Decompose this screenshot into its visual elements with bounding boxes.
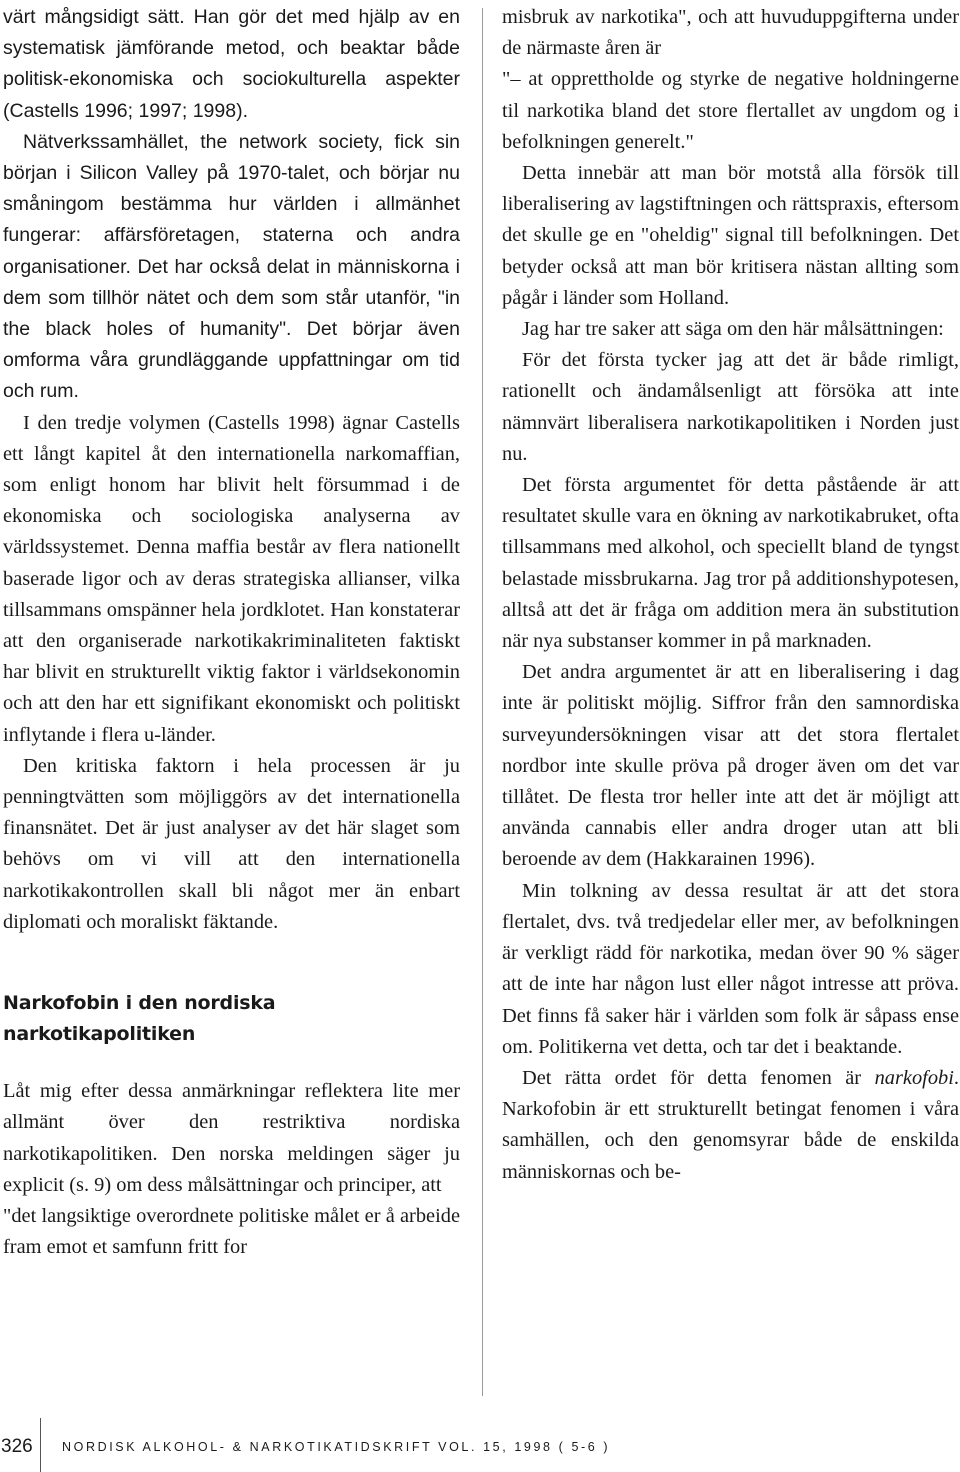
paragraph: För det första tycker jag att det är både rimligt, rationellt och ändamålsenligt att försöka att inte nämnvärt liberalisera narkotikapolitiken i Norden just nu.	[502, 349, 959, 465]
paragraph: Detta innebär att man bör motstå alla försök till liberalisering av lagstiftningen och rättspraxis, eftersom det skulle ge en "oheldig" signal till befolkningen. Det betyder också att man bör kritisera nästan allting som pågår i länder som Holland.	[502, 162, 959, 309]
paragraph-text: Det rätta ordet för detta fenomen är	[522, 1066, 875, 1089]
column-divider	[482, 8, 483, 1396]
section-heading: Narkofobin i den nordiska narkotikapolitiken	[3, 992, 276, 1046]
journal-title: NORDISK ALKOHOL- & NARKOTIKATIDSKRIFT VOL. 15, 1998 ( 5-6 )	[62, 1440, 611, 1454]
block-quote: "– at opprettholde og styrke de negative holdningerne til narkotika bland det store flertallet av ungdom og i befolkningen generelt."	[502, 68, 959, 153]
footer-divider	[40, 1418, 41, 1472]
paragraph	[3, 127, 460, 408]
block-quote: "det langsiktige overordnete politiske målet er å arbeide fram emot et samfunn fritt for	[3, 1204, 460, 1259]
paragraph: Jag har tre saker att säga om den här målsättningen:	[522, 318, 944, 341]
paragraph: Låt mig efter dessa anmärkningar reflektera lite mer allmänt över den restriktiva nordiska narkotikapolitiken. Den norska meldingen säger ju explicit (s. 9) om dess målsättningar och principer, att	[3, 1080, 460, 1196]
paragraph: Den kritiska faktorn i hela processen är ju penningtvätten som möjliggörs av det internationella finansnätet. Det är just analyser av det här slaget som behövs om vi vill att den internationella narkotikakontrollen skall bli något mer än enbart diplomati och moraliskt fäktande.	[3, 754, 460, 933]
paragraph-text: Nätverkssamhället, the network society, fick sin början i Silicon Valley på 1970-talet, och börjar nu småningom bestämma hur världen i allmänhet fungerar: affärsföretagen, staterna och andra organisationer.	[3, 130, 460, 278]
right-column	[502, 2, 959, 1188]
paragraph-text: . Narkofobin är ett strukturellt betingat fenomen i våra samhällen, och den genomsyrar både de enskilda människornas och be-	[502, 1066, 959, 1183]
paragraph: I den tredje volymen (Castells 1998) ägnar Castells ett långt kapitel åt den internationella narkomaffian, som enligt honom har blivit helt försummad i de ekonomiska och sociologiska analyserna av världssystemet. Denna maffia består av flera nationellt baserade ligor och av deras strategiska allianser, vilka tillsammans omspänner hela jordklotet. Han konstaterar att den organiserade narkotikakriminaliteten faktiskt har blivit en strukturellt viktig faktor i världsekonomin och att den har ett signifikant ekonomiskt och politiskt inflytande i flera u-länder.	[3, 411, 460, 746]
paragraph	[502, 1063, 959, 1188]
paragraph-text: Det har också delat in människorna i dem som tillhör nätet och dem som står utanför, "in the black holes of humanity". Det börjar även omforma våra grundläggande uppfattningar om tid och rum.	[3, 255, 460, 403]
paragraph: Det andra argumentet är att en liberalisering i dag inte är politiskt möjlig. Siffror från den samnordiska surveyundersökningen visar att det stora flertalet nordbor inte skulle pröva på droger även om det var tillåtet. De flesta tror heller inte att det är möjligt att använda cannabis eller andra droger utan att bli beroende av dem (Hakkarainen 1996).	[502, 661, 959, 871]
paragraph: Det första argumentet för detta påstående är att resultatet skulle vara en ökning av narkotikabruket, ofta tillsammans med alkohol, och speciellt bland de tyngst belastade missbrukarna. Jag tror på additionshypotesen, alltså att det är fråga om addition mera än substitution när nya substanser kommer in på marknaden.	[502, 474, 959, 653]
paragraph: misbruk av narkotika", och att huvuduppgifterna under de närmaste åren är	[502, 6, 959, 60]
paragraph	[3, 2, 460, 127]
paragraph-text: värt mångsidigt sätt. Han gör det med hjälp av en systematisk jämförande metod, och beaktar både politisk-ekonomiska och sociokulturella aspekter (Castells 1996; 1997; 1998).	[3, 6, 460, 122]
page-number: 326	[1, 1436, 33, 1457]
emphasis: narkofobi	[874, 1066, 954, 1089]
paragraph: Min tolkning av dessa resultat är att det stora flertalet, dvs. två tredjedelar eller mer, av befolkningen är verkligt rädd för narkotika, medan över 90 % säger att de inte har någon lust eller något intresse att pröva. Det finns få saker här i världen som folk är såpass ense om. Politikerna vet detta, och tar det i beaktande.	[502, 879, 959, 1058]
left-column	[3, 2, 460, 1263]
